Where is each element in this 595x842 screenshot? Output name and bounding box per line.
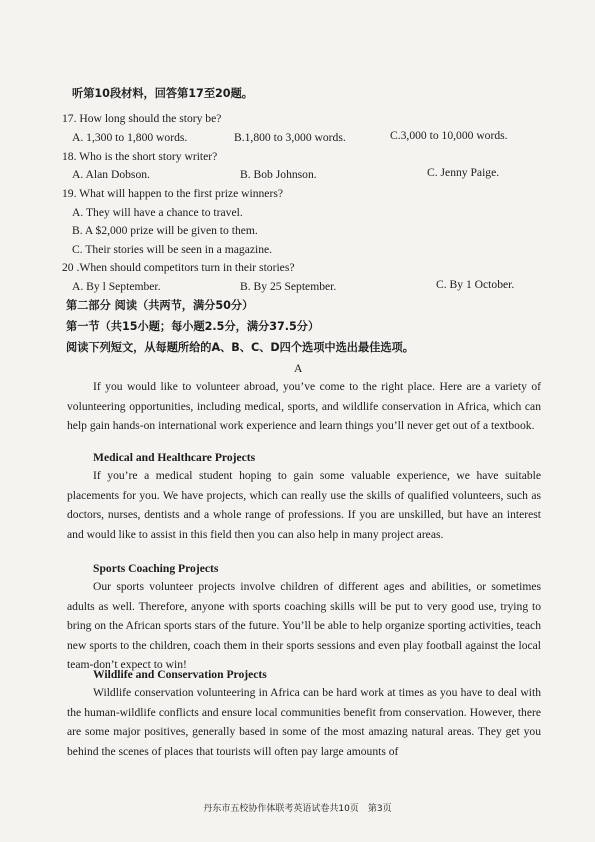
question-17-option-b: B.1,800 to 3,000 words. — [234, 131, 346, 144]
question-18-stem: 18. Who is the short story writer? — [62, 150, 218, 163]
passage-intro — [67, 377, 541, 436]
question-18-option-c: C. Jenny Paige. — [427, 166, 500, 179]
sports-paragraph: Our sports volunteer projects involve children of different ages and abilities, or sometimes adults as well. Therefore, anyone with sports coaching skills will be put to very good use, trying to bring on the African sports stars of the future. You’ll be able to help organize sporting activities, teach new sports to the children, coach them in their sports sessions and even play football against the local team-don’t expect to win! — [67, 580, 541, 672]
question-20-option-c: C. By 1 October. — [436, 278, 515, 291]
medical-section — [67, 466, 541, 544]
sports-section — [67, 577, 541, 675]
medical-paragraph: If you’re a medical student hoping to gain some valuable experience, we have suitable placements for you. We have projects, which can really use the skills of qualified volunteers, such as doctors, nurses, dentists and a whole range of professions. If you are unskilled, but have an interest and would like to assist in this field then you can also help in many project areas. — [67, 469, 541, 541]
question-20-option-a: A. By l September. — [72, 280, 161, 293]
wildlife-section — [67, 683, 541, 761]
question-19-stem: 19. What will happen to the first prize winners? — [62, 187, 283, 200]
wildlife-heading: Wildlife and Conservation Projects — [93, 668, 267, 681]
question-18-option-b: B. Bob Johnson. — [240, 168, 317, 181]
intro-paragraph: If you would like to volunteer abroad, you’ve come to the right place. Here are a variety of volunteering opportunities, including medical, sports, and wildlife conservation in Africa, which can help gain hands-on international work experience and learn things you’ll never get out of a textbook. — [67, 380, 541, 433]
question-19-option-a: A. They will have a chance to travel. — [72, 206, 243, 219]
question-19-option-b: B. A $2,000 prize will be given to them. — [72, 224, 258, 237]
question-20-option-b: B. By 25 September. — [240, 280, 337, 293]
passage-letter: A — [294, 362, 303, 375]
part2-title: 第二部分 阅读（共两节，满分50分） — [66, 299, 254, 312]
section1-title: 第一节（共15小题；每小题2.5分，满分37.5分） — [66, 320, 320, 333]
sports-heading: Sports Coaching Projects — [93, 562, 219, 575]
wildlife-paragraph: Wildlife conservation volunteering in Africa can be hard work at times as you have to deal with the human-wildlife conflicts and ensure local communities benefit from conservation. However, there are some major positives, generally based in some of the most amazing natural areas. They get you behind the scenes of places that tourists will often pay large amounts of — [67, 686, 541, 758]
question-18-option-a: A. Alan Dobson. — [72, 168, 150, 181]
question-19-option-c: C. Their stories will be seen in a magazine. — [72, 243, 273, 256]
question-17-option-a: A. 1,300 to 1,800 words. — [72, 131, 188, 144]
question-20-stem: 20 .When should competitors turn in their stories? — [62, 261, 295, 274]
reading-instruction: 阅读下列短文，从每题所给的A、B、C、D四个选项中选出最佳选项。 — [66, 341, 414, 354]
question-17-option-c: C.3,000 to 10,000 words. — [390, 129, 508, 142]
listening-section-intro: 听第10段材料，回答第17至20题。 — [72, 87, 253, 100]
page-footer: 丹东市五校协作体联考英语试卷共10页 第3页 — [203, 804, 392, 814]
medical-heading: Medical and Healthcare Projects — [93, 451, 256, 464]
question-17-stem: 17. How long should the story be? — [62, 112, 222, 125]
